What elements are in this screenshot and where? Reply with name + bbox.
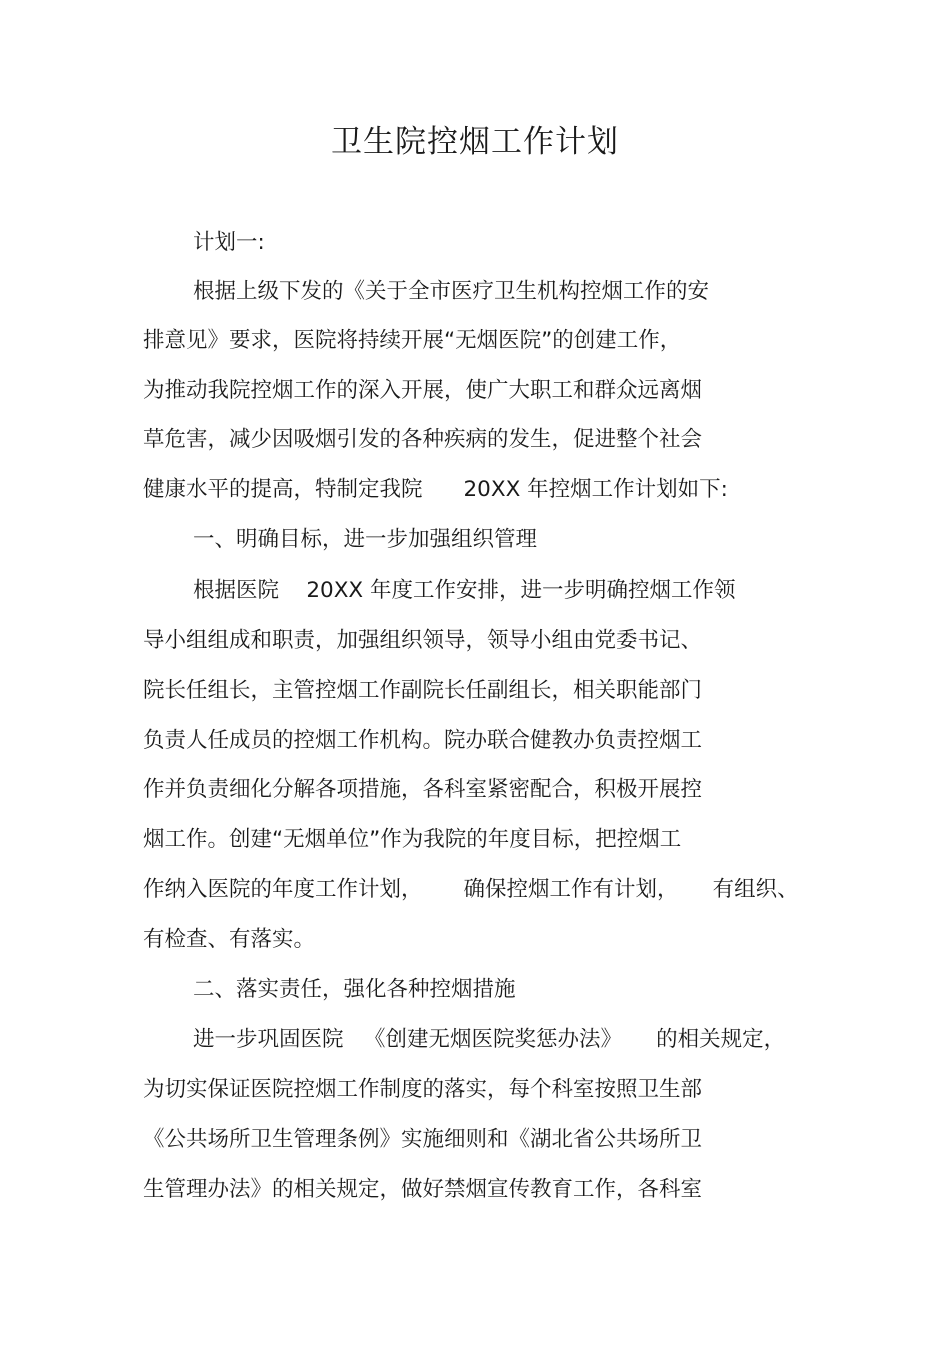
text-line: 根据医院 20XX 年度工作安排，进一步明确控烟工作领 xyxy=(193,578,736,603)
text-line: 作纳入医院的年度工作计划， 确保控烟工作有计划， 有组织、 xyxy=(143,877,799,902)
text-line: 导小组组成和职责，加强组织领导，领导小组由党委书记、 xyxy=(143,628,703,653)
text-line: 负责人任成员的控烟工作机构。院办联合健教办负责控烟工 xyxy=(143,728,703,753)
text-line: 健康水平的提高，特制定我院 20XX 年控烟工作计划如下: xyxy=(143,477,728,502)
text-line: 计划一: xyxy=(193,230,265,255)
text-line: 有检查、有落实。 xyxy=(143,927,316,952)
text-line: 根据上级下发的《关于全市医疗卫生机构控烟工作的安 xyxy=(193,279,710,304)
section-heading: 二、落实责任，强化各种控烟措施 xyxy=(193,977,516,1002)
text-line: 烟工作。创建“无烟单位”作为我院的年度目标，把控烟工 xyxy=(143,827,682,852)
document-title: 卫生院控烟工作计划 xyxy=(331,124,619,160)
text-line: 院长任组长，主管控烟工作副院长任副组长，相关职能部门 xyxy=(143,678,703,703)
text-line: 《公共场所卫生管理条例》实施细则和《湖北省公共场所卫 xyxy=(143,1127,703,1152)
section-heading: 一、明确目标，进一步加强组织管理 xyxy=(193,527,538,552)
text-line: 为推动我院控烟工作的深入开展，使广大职工和群众远离烟 xyxy=(143,378,703,403)
text-line: 生管理办法》的相关规定，做好禁烟宣传教育工作，各科室 xyxy=(143,1177,703,1202)
text-line: 草危害，减少因吸烟引发的各种疾病的发生，促进整个社会 xyxy=(143,427,703,452)
text-line: 排意见》要求，医院将持续开展“无烟医院”的创建工作， xyxy=(143,328,682,353)
text-line: 为切实保证医院控烟工作制度的落实，每个科室按照卫生部 xyxy=(143,1077,703,1102)
text-line: 作并负责细化分解各项措施，各科室紧密配合，积极开展控 xyxy=(143,777,703,802)
text-line: 进一步巩固医院 《创建无烟医院奖惩办法》 的相关规定， xyxy=(193,1027,786,1052)
